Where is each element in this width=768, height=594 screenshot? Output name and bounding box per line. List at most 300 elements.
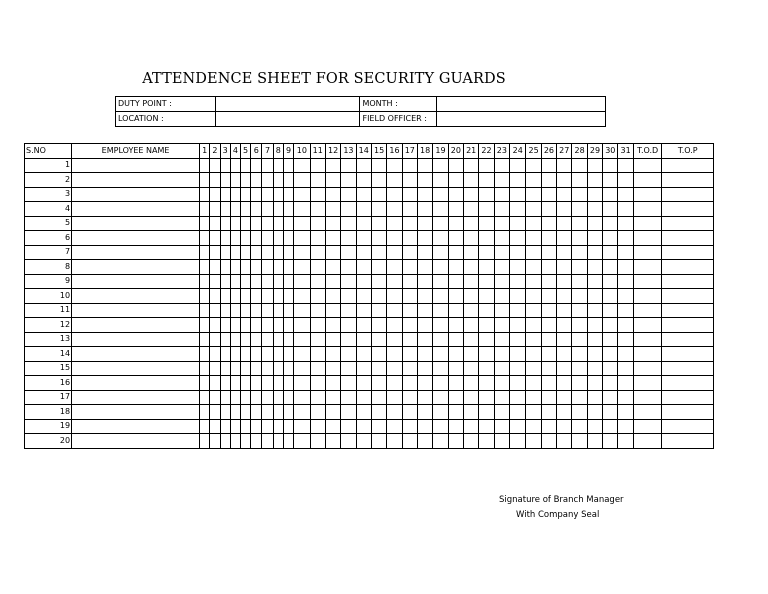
top-cell[interactable]	[662, 274, 714, 289]
attendance-cell[interactable]	[479, 361, 494, 376]
attendance-cell[interactable]	[587, 390, 602, 405]
attendance-cell[interactable]	[603, 303, 618, 318]
attendance-cell[interactable]	[448, 245, 463, 260]
attendance-cell[interactable]	[283, 361, 293, 376]
attendance-cell[interactable]	[283, 274, 293, 289]
attendance-cell[interactable]	[479, 390, 494, 405]
top-cell[interactable]	[662, 216, 714, 231]
attendance-cell[interactable]	[200, 361, 210, 376]
attendance-cell[interactable]	[220, 376, 230, 391]
attendance-cell[interactable]	[448, 361, 463, 376]
attendance-cell[interactable]	[402, 173, 417, 188]
attendance-cell[interactable]	[210, 390, 220, 405]
attendance-cell[interactable]	[387, 231, 402, 246]
attendance-cell[interactable]	[341, 274, 356, 289]
attendance-cell[interactable]	[200, 347, 210, 362]
attendance-cell[interactable]	[341, 405, 356, 420]
attendance-cell[interactable]	[294, 376, 310, 391]
employee-name-cell[interactable]	[72, 216, 200, 231]
attendance-cell[interactable]	[294, 390, 310, 405]
attendance-cell[interactable]	[341, 361, 356, 376]
attendance-cell[interactable]	[200, 405, 210, 420]
top-cell[interactable]	[662, 434, 714, 449]
attendance-cell[interactable]	[387, 289, 402, 304]
attendance-cell[interactable]	[220, 245, 230, 260]
attendance-cell[interactable]	[341, 173, 356, 188]
attendance-cell[interactable]	[494, 202, 509, 217]
attendance-cell[interactable]	[251, 274, 262, 289]
attendance-cell[interactable]	[479, 405, 494, 420]
attendance-cell[interactable]	[557, 419, 572, 434]
employee-name-cell[interactable]	[72, 347, 200, 362]
attendance-cell[interactable]	[341, 187, 356, 202]
attendance-cell[interactable]	[240, 376, 250, 391]
attendance-cell[interactable]	[230, 434, 240, 449]
attendance-cell[interactable]	[294, 260, 310, 275]
attendance-cell[interactable]	[283, 390, 293, 405]
attendance-cell[interactable]	[230, 202, 240, 217]
attendance-cell[interactable]	[526, 347, 541, 362]
attendance-cell[interactable]	[220, 216, 230, 231]
attendance-cell[interactable]	[526, 274, 541, 289]
attendance-cell[interactable]	[479, 347, 494, 362]
attendance-cell[interactable]	[433, 245, 448, 260]
attendance-cell[interactable]	[557, 434, 572, 449]
attendance-cell[interactable]	[262, 173, 273, 188]
attendance-cell[interactable]	[273, 303, 283, 318]
attendance-cell[interactable]	[220, 173, 230, 188]
attendance-cell[interactable]	[262, 289, 273, 304]
attendance-cell[interactable]	[402, 390, 417, 405]
tod-cell[interactable]	[633, 216, 662, 231]
attendance-cell[interactable]	[603, 318, 618, 333]
attendance-cell[interactable]	[387, 187, 402, 202]
attendance-cell[interactable]	[251, 187, 262, 202]
employee-name-cell[interactable]	[72, 202, 200, 217]
attendance-cell[interactable]	[526, 434, 541, 449]
attendance-cell[interactable]	[262, 216, 273, 231]
attendance-cell[interactable]	[510, 158, 526, 173]
attendance-cell[interactable]	[417, 260, 432, 275]
attendance-cell[interactable]	[341, 332, 356, 347]
attendance-cell[interactable]	[572, 390, 587, 405]
attendance-cell[interactable]	[310, 390, 325, 405]
attendance-cell[interactable]	[494, 361, 509, 376]
attendance-cell[interactable]	[387, 419, 402, 434]
attendance-cell[interactable]	[557, 303, 572, 318]
attendance-cell[interactable]	[240, 405, 250, 420]
attendance-cell[interactable]	[210, 347, 220, 362]
attendance-cell[interactable]	[294, 303, 310, 318]
attendance-cell[interactable]	[433, 216, 448, 231]
attendance-cell[interactable]	[310, 245, 325, 260]
attendance-cell[interactable]	[603, 390, 618, 405]
attendance-cell[interactable]	[541, 361, 556, 376]
attendance-cell[interactable]	[587, 332, 602, 347]
attendance-cell[interactable]	[572, 332, 587, 347]
attendance-cell[interactable]	[387, 216, 402, 231]
attendance-cell[interactable]	[541, 173, 556, 188]
employee-name-cell[interactable]	[72, 173, 200, 188]
attendance-cell[interactable]	[587, 187, 602, 202]
attendance-cell[interactable]	[494, 260, 509, 275]
attendance-cell[interactable]	[210, 434, 220, 449]
tod-cell[interactable]	[633, 332, 662, 347]
attendance-cell[interactable]	[356, 260, 371, 275]
attendance-cell[interactable]	[230, 158, 240, 173]
attendance-cell[interactable]	[294, 187, 310, 202]
attendance-cell[interactable]	[618, 332, 633, 347]
attendance-cell[interactable]	[526, 332, 541, 347]
attendance-cell[interactable]	[310, 158, 325, 173]
attendance-cell[interactable]	[356, 231, 371, 246]
attendance-cell[interactable]	[387, 376, 402, 391]
attendance-cell[interactable]	[603, 434, 618, 449]
attendance-cell[interactable]	[325, 390, 340, 405]
attendance-cell[interactable]	[402, 405, 417, 420]
top-cell[interactable]	[662, 390, 714, 405]
attendance-cell[interactable]	[541, 187, 556, 202]
attendance-cell[interactable]	[210, 332, 220, 347]
employee-name-cell[interactable]	[72, 187, 200, 202]
attendance-cell[interactable]	[220, 260, 230, 275]
employee-name-cell[interactable]	[72, 303, 200, 318]
attendance-cell[interactable]	[526, 202, 541, 217]
attendance-cell[interactable]	[230, 274, 240, 289]
attendance-cell[interactable]	[283, 231, 293, 246]
attendance-cell[interactable]	[294, 434, 310, 449]
attendance-cell[interactable]	[448, 202, 463, 217]
attendance-cell[interactable]	[210, 405, 220, 420]
attendance-cell[interactable]	[273, 376, 283, 391]
attendance-cell[interactable]	[387, 274, 402, 289]
attendance-cell[interactable]	[310, 231, 325, 246]
attendance-cell[interactable]	[240, 303, 250, 318]
attendance-cell[interactable]	[240, 318, 250, 333]
attendance-cell[interactable]	[448, 231, 463, 246]
attendance-cell[interactable]	[371, 245, 386, 260]
attendance-cell[interactable]	[200, 419, 210, 434]
attendance-cell[interactable]	[541, 347, 556, 362]
attendance-cell[interactable]	[603, 419, 618, 434]
attendance-cell[interactable]	[341, 245, 356, 260]
attendance-cell[interactable]	[433, 202, 448, 217]
attendance-cell[interactable]	[603, 187, 618, 202]
attendance-cell[interactable]	[603, 289, 618, 304]
attendance-cell[interactable]	[587, 434, 602, 449]
attendance-cell[interactable]	[262, 260, 273, 275]
attendance-cell[interactable]	[220, 434, 230, 449]
attendance-cell[interactable]	[210, 158, 220, 173]
attendance-cell[interactable]	[273, 347, 283, 362]
attendance-cell[interactable]	[448, 332, 463, 347]
attendance-cell[interactable]	[262, 347, 273, 362]
attendance-cell[interactable]	[220, 303, 230, 318]
attendance-cell[interactable]	[230, 303, 240, 318]
attendance-cell[interactable]	[526, 216, 541, 231]
attendance-cell[interactable]	[230, 245, 240, 260]
attendance-cell[interactable]	[325, 158, 340, 173]
attendance-cell[interactable]	[618, 202, 633, 217]
attendance-cell[interactable]	[479, 231, 494, 246]
attendance-cell[interactable]	[510, 318, 526, 333]
attendance-cell[interactable]	[325, 289, 340, 304]
attendance-cell[interactable]	[526, 405, 541, 420]
attendance-cell[interactable]	[200, 303, 210, 318]
attendance-cell[interactable]	[210, 303, 220, 318]
top-cell[interactable]	[662, 231, 714, 246]
top-cell[interactable]	[662, 332, 714, 347]
attendance-cell[interactable]	[251, 419, 262, 434]
attendance-cell[interactable]	[541, 216, 556, 231]
attendance-cell[interactable]	[210, 274, 220, 289]
attendance-cell[interactable]	[230, 318, 240, 333]
attendance-cell[interactable]	[541, 419, 556, 434]
attendance-cell[interactable]	[448, 216, 463, 231]
attendance-cell[interactable]	[230, 361, 240, 376]
attendance-cell[interactable]	[273, 434, 283, 449]
attendance-cell[interactable]	[273, 361, 283, 376]
attendance-cell[interactable]	[262, 434, 273, 449]
attendance-cell[interactable]	[464, 289, 479, 304]
attendance-cell[interactable]	[494, 231, 509, 246]
attendance-cell[interactable]	[325, 303, 340, 318]
attendance-cell[interactable]	[262, 202, 273, 217]
attendance-cell[interactable]	[417, 390, 432, 405]
attendance-cell[interactable]	[200, 216, 210, 231]
attendance-cell[interactable]	[262, 361, 273, 376]
top-cell[interactable]	[662, 245, 714, 260]
attendance-cell[interactable]	[479, 434, 494, 449]
attendance-cell[interactable]	[325, 173, 340, 188]
attendance-cell[interactable]	[387, 173, 402, 188]
attendance-cell[interactable]	[510, 376, 526, 391]
attendance-cell[interactable]	[572, 318, 587, 333]
attendance-cell[interactable]	[417, 202, 432, 217]
attendance-cell[interactable]	[251, 347, 262, 362]
attendance-cell[interactable]	[283, 419, 293, 434]
attendance-cell[interactable]	[220, 361, 230, 376]
attendance-cell[interactable]	[464, 347, 479, 362]
attendance-cell[interactable]	[371, 332, 386, 347]
attendance-cell[interactable]	[433, 173, 448, 188]
top-cell[interactable]	[662, 173, 714, 188]
attendance-cell[interactable]	[230, 390, 240, 405]
top-cell[interactable]	[662, 303, 714, 318]
month-field[interactable]	[437, 97, 606, 112]
attendance-cell[interactable]	[433, 303, 448, 318]
top-cell[interactable]	[662, 260, 714, 275]
tod-cell[interactable]	[633, 434, 662, 449]
attendance-cell[interactable]	[464, 303, 479, 318]
attendance-cell[interactable]	[433, 260, 448, 275]
attendance-cell[interactable]	[494, 390, 509, 405]
attendance-cell[interactable]	[526, 390, 541, 405]
attendance-cell[interactable]	[371, 231, 386, 246]
attendance-cell[interactable]	[464, 318, 479, 333]
attendance-cell[interactable]	[371, 216, 386, 231]
attendance-cell[interactable]	[371, 376, 386, 391]
attendance-cell[interactable]	[371, 434, 386, 449]
attendance-cell[interactable]	[310, 216, 325, 231]
attendance-cell[interactable]	[557, 173, 572, 188]
field-officer-field[interactable]	[437, 112, 606, 127]
attendance-cell[interactable]	[433, 318, 448, 333]
attendance-cell[interactable]	[541, 202, 556, 217]
attendance-cell[interactable]	[479, 376, 494, 391]
employee-name-cell[interactable]	[72, 376, 200, 391]
attendance-cell[interactable]	[200, 434, 210, 449]
attendance-cell[interactable]	[283, 202, 293, 217]
attendance-cell[interactable]	[341, 376, 356, 391]
attendance-cell[interactable]	[341, 231, 356, 246]
attendance-cell[interactable]	[294, 419, 310, 434]
attendance-cell[interactable]	[448, 318, 463, 333]
attendance-cell[interactable]	[273, 419, 283, 434]
attendance-cell[interactable]	[371, 419, 386, 434]
attendance-cell[interactable]	[371, 303, 386, 318]
attendance-cell[interactable]	[371, 318, 386, 333]
attendance-cell[interactable]	[251, 376, 262, 391]
attendance-cell[interactable]	[572, 376, 587, 391]
tod-cell[interactable]	[633, 376, 662, 391]
attendance-cell[interactable]	[510, 274, 526, 289]
attendance-cell[interactable]	[541, 318, 556, 333]
attendance-cell[interactable]	[371, 260, 386, 275]
attendance-cell[interactable]	[479, 173, 494, 188]
attendance-cell[interactable]	[494, 434, 509, 449]
attendance-cell[interactable]	[341, 260, 356, 275]
attendance-cell[interactable]	[325, 332, 340, 347]
attendance-cell[interactable]	[526, 260, 541, 275]
attendance-cell[interactable]	[210, 376, 220, 391]
attendance-cell[interactable]	[479, 318, 494, 333]
attendance-cell[interactable]	[402, 202, 417, 217]
location-field[interactable]	[215, 112, 360, 127]
attendance-cell[interactable]	[325, 245, 340, 260]
attendance-cell[interactable]	[494, 173, 509, 188]
attendance-cell[interactable]	[283, 245, 293, 260]
attendance-cell[interactable]	[618, 187, 633, 202]
attendance-cell[interactable]	[294, 216, 310, 231]
top-cell[interactable]	[662, 289, 714, 304]
attendance-cell[interactable]	[448, 289, 463, 304]
tod-cell[interactable]	[633, 202, 662, 217]
attendance-cell[interactable]	[387, 347, 402, 362]
tod-cell[interactable]	[633, 303, 662, 318]
attendance-cell[interactable]	[356, 216, 371, 231]
attendance-cell[interactable]	[603, 347, 618, 362]
attendance-cell[interactable]	[402, 376, 417, 391]
attendance-cell[interactable]	[618, 376, 633, 391]
attendance-cell[interactable]	[510, 303, 526, 318]
attendance-cell[interactable]	[572, 347, 587, 362]
tod-cell[interactable]	[633, 347, 662, 362]
attendance-cell[interactable]	[387, 260, 402, 275]
attendance-cell[interactable]	[618, 289, 633, 304]
attendance-cell[interactable]	[417, 347, 432, 362]
top-cell[interactable]	[662, 361, 714, 376]
attendance-cell[interactable]	[283, 303, 293, 318]
attendance-cell[interactable]	[283, 158, 293, 173]
attendance-cell[interactable]	[494, 245, 509, 260]
attendance-cell[interactable]	[220, 202, 230, 217]
attendance-cell[interactable]	[417, 245, 432, 260]
attendance-cell[interactable]	[283, 405, 293, 420]
attendance-cell[interactable]	[510, 434, 526, 449]
attendance-cell[interactable]	[387, 303, 402, 318]
attendance-cell[interactable]	[294, 361, 310, 376]
employee-name-cell[interactable]	[72, 260, 200, 275]
attendance-cell[interactable]	[587, 216, 602, 231]
attendance-cell[interactable]	[526, 303, 541, 318]
attendance-cell[interactable]	[387, 158, 402, 173]
attendance-cell[interactable]	[494, 332, 509, 347]
attendance-cell[interactable]	[402, 332, 417, 347]
attendance-cell[interactable]	[387, 434, 402, 449]
attendance-cell[interactable]	[572, 405, 587, 420]
attendance-cell[interactable]	[294, 158, 310, 173]
attendance-cell[interactable]	[220, 390, 230, 405]
attendance-cell[interactable]	[262, 187, 273, 202]
attendance-cell[interactable]	[464, 361, 479, 376]
attendance-cell[interactable]	[417, 318, 432, 333]
attendance-cell[interactable]	[356, 202, 371, 217]
attendance-cell[interactable]	[402, 347, 417, 362]
attendance-cell[interactable]	[294, 318, 310, 333]
attendance-cell[interactable]	[433, 434, 448, 449]
attendance-cell[interactable]	[210, 216, 220, 231]
employee-name-cell[interactable]	[72, 361, 200, 376]
top-cell[interactable]	[662, 187, 714, 202]
attendance-cell[interactable]	[479, 245, 494, 260]
attendance-cell[interactable]	[341, 434, 356, 449]
attendance-cell[interactable]	[433, 158, 448, 173]
attendance-cell[interactable]	[325, 419, 340, 434]
attendance-cell[interactable]	[541, 289, 556, 304]
attendance-cell[interactable]	[371, 202, 386, 217]
attendance-cell[interactable]	[273, 231, 283, 246]
attendance-cell[interactable]	[464, 173, 479, 188]
attendance-cell[interactable]	[464, 202, 479, 217]
attendance-cell[interactable]	[294, 332, 310, 347]
attendance-cell[interactable]	[251, 173, 262, 188]
attendance-cell[interactable]	[448, 405, 463, 420]
attendance-cell[interactable]	[587, 361, 602, 376]
attendance-cell[interactable]	[618, 216, 633, 231]
attendance-cell[interactable]	[433, 376, 448, 391]
attendance-cell[interactable]	[464, 332, 479, 347]
attendance-cell[interactable]	[557, 202, 572, 217]
tod-cell[interactable]	[633, 419, 662, 434]
attendance-cell[interactable]	[557, 390, 572, 405]
employee-name-cell[interactable]	[72, 419, 200, 434]
attendance-cell[interactable]	[356, 347, 371, 362]
attendance-cell[interactable]	[572, 260, 587, 275]
attendance-cell[interactable]	[325, 361, 340, 376]
attendance-cell[interactable]	[325, 274, 340, 289]
attendance-cell[interactable]	[417, 231, 432, 246]
attendance-cell[interactable]	[417, 303, 432, 318]
attendance-cell[interactable]	[448, 434, 463, 449]
attendance-cell[interactable]	[251, 318, 262, 333]
attendance-cell[interactable]	[262, 231, 273, 246]
attendance-cell[interactable]	[251, 434, 262, 449]
attendance-cell[interactable]	[618, 318, 633, 333]
attendance-cell[interactable]	[294, 173, 310, 188]
attendance-cell[interactable]	[494, 289, 509, 304]
attendance-cell[interactable]	[541, 158, 556, 173]
